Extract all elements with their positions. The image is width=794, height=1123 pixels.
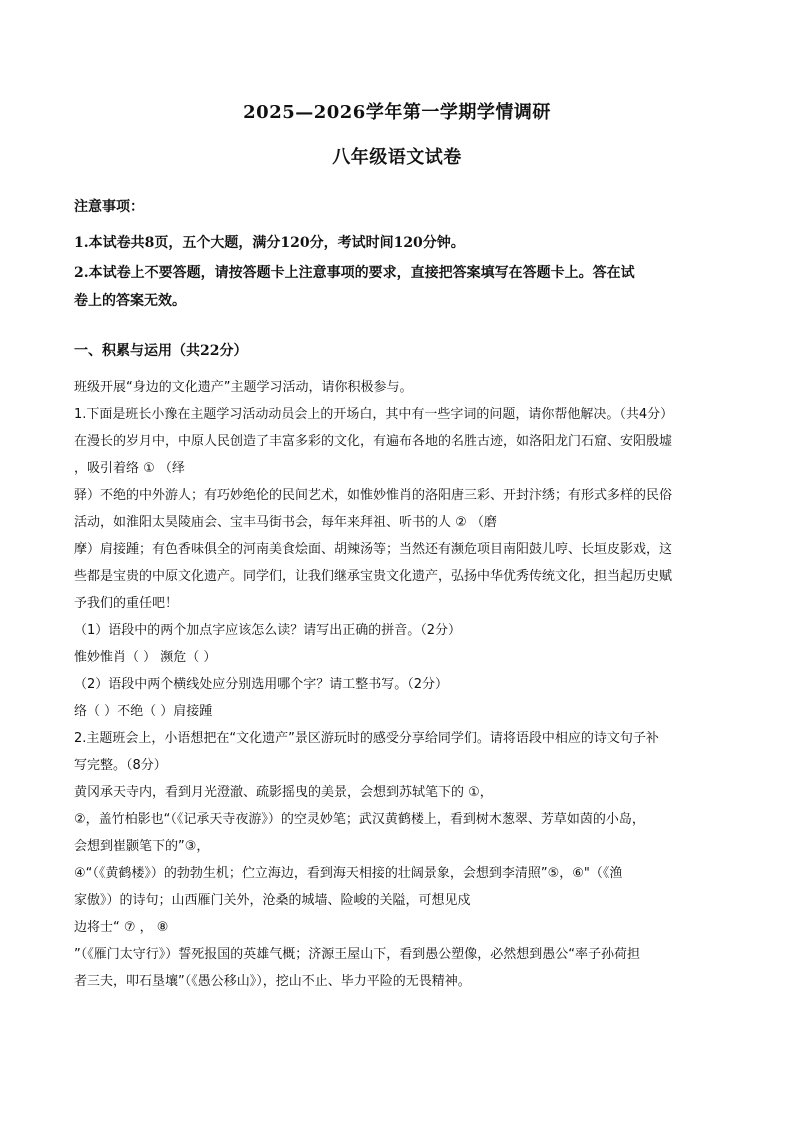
paragraph-line: ②，盖竹柏影也“（《记承天寺夜游》）的空灵妙笔；武汉黄鹤楼上，看到树木葱翠、芳草如茵的小岛，: [74, 812, 645, 827]
notice-item-2: [74, 259, 724, 315]
paragraph-line: 1.下面是班长小豫在主题学习活动动员会上的开场白，其中有一些字词的问题，请你帮他解决。（共4分）: [74, 407, 674, 422]
paragraph-line: 些都是宝贵的中原文化遗产。同学们，让我们继承宝贵文化遗产，弘扬中华优秀传统文化，担当起历史赋: [74, 569, 673, 584]
notice-heading: 注意事项：: [74, 199, 144, 215]
exam-subtitle: 八年级语文试卷: [332, 147, 462, 168]
paragraph-line: 活动，如淮阳太昊陵庙会、宝丰马街书会，每年来拜祖、听书的人 ② （磨: [74, 515, 497, 530]
paragraph-line: 在漫长的岁月中，中原人民创造了丰富多彩的文化，有遍布各地的名胜古迹，如洛阳龙门石窟、安阳殷墟: [74, 434, 673, 449]
paragraph-line: 会想到崔颢笔下的”③，: [74, 839, 210, 854]
answer-line: 惟妙惟肖（ ） 濒危（ ）: [74, 650, 217, 665]
paragraph-line: 黄冈承天寺内，看到月光澄澈、疏影摇曳的美景，会想到苏轼笔下的 ①，: [74, 785, 493, 800]
section-1-heading: 一、积累与运用（共22分）: [74, 343, 248, 359]
question-line: 写完整。（8分）: [74, 758, 167, 773]
answer-line: 络（ ）不绝（ ）肩接踵: [74, 704, 213, 719]
notice-item-2-line-2: 卷上的答案无效。: [74, 293, 186, 309]
paragraph-line: 班级开展“身边的文化遗产”主题学习活动，请你积极参与。: [74, 380, 413, 395]
question-line: （1）语段中的两个加点字应该怎么读？请写出正确的拼音。（2分）: [74, 623, 462, 638]
question-line: 2.主题班会上，小语想把在“文化遗产”景区游玩时的感受分享给同学们。请将语段中相应的诗文句子补: [74, 731, 659, 746]
exam-title: 2025—2026学年第一学期学情调研: [243, 102, 551, 123]
paragraph-line: 摩）肩接踵；有色香味俱全的河南美食烩面、胡辣汤等；当然还有濒危项目南阳鼓儿哼、长垣皮影戏，这: [74, 542, 673, 557]
paragraph-line: 边将士“ ⑦ ， ⑧: [74, 920, 169, 935]
paragraph-line: 驿）不绝的中外游人；有巧妙绝伦的民间艺术，如惟妙惟肖的洛阳唐三彩、开封汴绣；有形式多样的民俗: [74, 488, 673, 503]
notice-item-1: 1.本试卷共8页，五个大题，满分120分，考试时间120分钟。: [74, 235, 465, 251]
paragraph-line: 者三夫，叩石垦壤”（《愚公移山》），挖山不止、毕力平险的无畏精神。: [74, 974, 471, 989]
paragraph-line: 家傲》）的诗句；山西雁门关外，沧桑的城墙、险峻的关隘，可想见戍: [74, 893, 471, 908]
paragraph-line: ，吸引着络 ① （绎: [74, 461, 185, 476]
paragraph-line: 予我们的重任吧！: [74, 596, 179, 611]
paragraph-line: ④“（《黄鹤楼》）的勃勃生机；伫立海边，看到海天相接的壮阔景象，会想到李清照”⑤，⑥"（《渔: [74, 866, 623, 881]
question-line: （2）语段中两个横线处应分别选用哪个字？请工整书写。（2分）: [74, 677, 449, 692]
paragraph-line: ”（《雁门太守行》）誓死报国的英雄气概；济源王屋山下，看到愚公塑像，必然想到愚公“率子孙荷担: [74, 947, 640, 962]
notice-item-2-line-1: 2.本试卷上不要答题，请按答题卡上注意事项的要求，直接把答案填写在答题卡上。答在试: [74, 265, 635, 281]
